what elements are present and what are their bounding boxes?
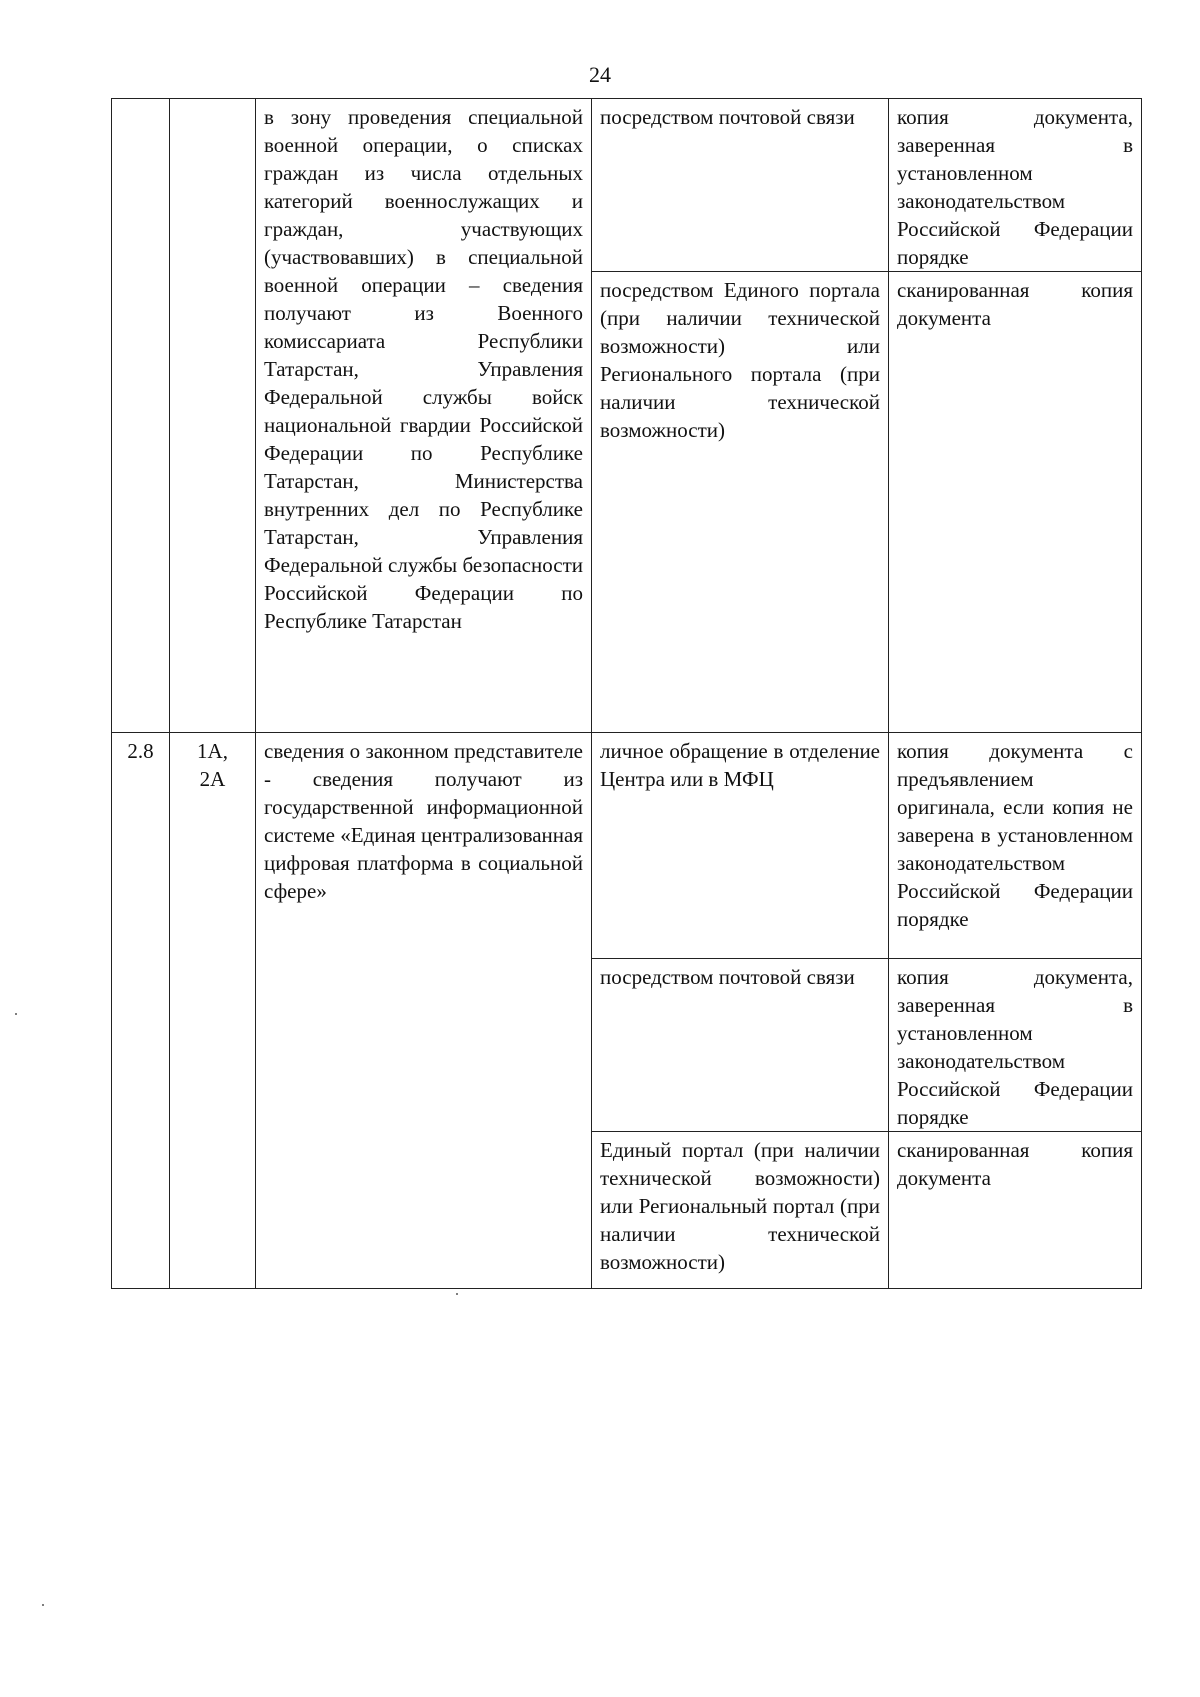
submission-method-cell: личное обращение в отделение Центра или в МФЦ [592,733,889,959]
category-cell [170,733,256,1289]
table-row [112,99,1142,272]
document-form-cell: копия документа, заверенная в установленном законодательством Российской Федерации порядке [889,959,1142,1132]
table-row [112,733,1142,959]
category-code: 1А, [197,739,228,763]
description-cell: в зону проведения специальной военной операции, о списках граждан из числа отдельных категорий военнослужащих и граждан, участвующих (участвовавших) в специальной военной операции – сведения получают из Военного комиссариата Республики Татарстан, Управления Федеральной службы войск национальной гвардии Российской Федерации по Республике Татарстан, Министерства внутренних дел по Республике Татарстан, Управления Федеральной службы безопасности Российской Федерации по Республике Татарстан [256,99,592,733]
scan-speck [456,1293,458,1295]
description-cell: сведения о законном представителе - сведения получают из государственной информационной системе «Единая централизованная цифровая платформа в социальной сфере» [256,733,592,1289]
page-number: 24 [589,62,611,87]
row-number-cell: 2.8 [112,733,170,1289]
submission-method-cell: посредством Единого портала (при наличии технической возможности) или Регионального портала (при наличии технической возможности) [592,272,889,733]
document-form-cell: сканированная копия документа [889,1132,1142,1289]
document-form-cell: копия документа с предъявлением оригинала, если копия не заверена в установленном законодательством Российской Федерации порядке [889,733,1142,959]
row-number-cell [112,99,170,733]
document-table [111,98,1142,1289]
category-code: 2А [199,767,226,791]
document-form-cell: копия документа, заверенная в установленном законодательством Российской Федерации порядке [889,99,1142,272]
submission-method-cell: посредством почтовой связи [592,99,889,272]
category-cell [170,99,256,733]
scan-speck [42,1604,44,1606]
document-form-cell: сканированная копия документа [889,272,1142,733]
submission-method-cell: Единый портал (при наличии технической возможности) или Региональный портал (при наличии технической возможности) [592,1132,889,1289]
scan-speck [15,1013,17,1015]
submission-method-cell: посредством почтовой связи [592,959,889,1132]
